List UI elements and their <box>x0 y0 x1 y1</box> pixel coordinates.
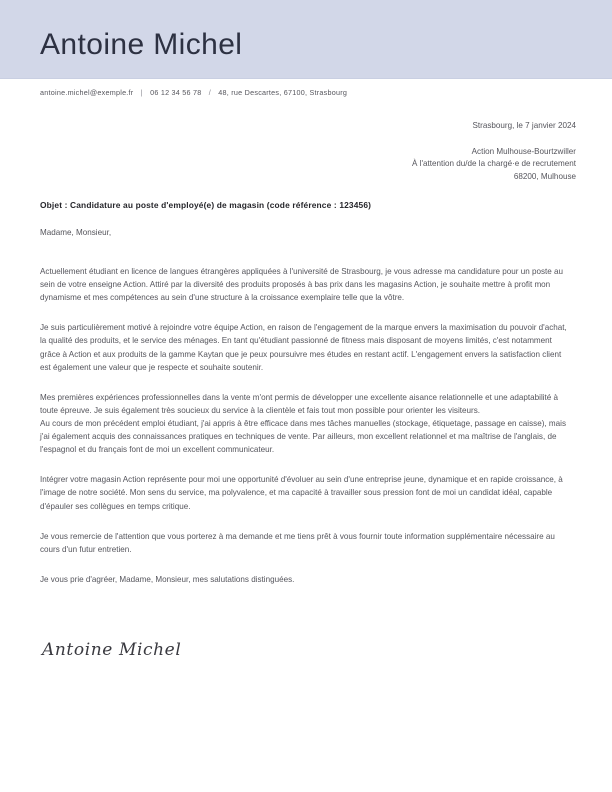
recipient-city: 68200, Mulhouse <box>513 171 576 181</box>
letter-subject: Objet : Candidature au poste d'employé(e) de magasin (code référence : 123456) <box>40 200 372 210</box>
contact-phone: 06 12 34 56 78 <box>150 88 202 97</box>
letter-meta-block <box>412 120 576 183</box>
letter-body <box>40 265 573 600</box>
body-paragraph: Actuellement étudiant en licence de langues étrangères appliquées à l'université de Strasbourg, je vous adresse ma candidature pour un poste au sein de votre enseigne Action. Attiré par la diversité des produits proposés à bas prix dans les magasins Action, je souhaite mettre à profit mon dynamisme et mes compétences au sein d'une structure à la croissance exemplaire telle que la vôtre. <box>40 267 564 303</box>
body-paragraph: Je vous remercie de l'attention que vous porterez à ma demande et me tiens prêt à vous fournir toute information supplémentaire nécessaire au cours d'un futur entretien. <box>40 531 555 554</box>
letter-salutation: Madame, Monsieur, <box>40 228 112 237</box>
recipient-company: Action Mulhouse-Bourtzwiller <box>471 146 576 156</box>
body-paragraph: Intégrer votre magasin Action représente pour moi une opportunité d'évoluer au sein d'une entreprise jeune, dynamique et en rapide croissance, à l'image de notre société. Mon sens du service, ma polyvalence, et ma capacité à travailler sous pression font de moi un candidat idéal, capable d'épauler ses collègues en temps critique. <box>40 475 563 511</box>
header-divider <box>0 78 612 79</box>
body-paragraph: Mes premières expériences professionnelles dans la vente m'ont permis de développer une excellente aisance relationnelle et une adaptabilité à toute épreuve. Je suis également très soucieux du service à la clientèle et fais tout mon possible pour orienter les visiteurs. <box>40 392 559 415</box>
contact-address: 48, rue Descartes, 67100, Strasbourg <box>218 88 348 97</box>
contact-line <box>40 88 347 97</box>
contact-separator-1: | <box>140 88 143 97</box>
letter-date: Strasbourg, le 7 janvier 2024 <box>472 121 576 130</box>
recipient-attention: À l'attention du/de la chargé·e de recrutement <box>412 159 576 169</box>
contact-separator-2: / <box>208 88 212 97</box>
body-paragraph: Je vous prie d'agréer, Madame, Monsieur, mes salutations distinguées. <box>40 574 295 584</box>
body-paragraph: Je suis particulièrement motivé à rejoindre votre équipe Action, en raison de l'engagement de la marque envers la maximisation du pouvoir d'achat, la qualité des produits, et le service des ménages. En tant qu'étudiant passionné de fitness mais disposant de moyens limités, c'est notamment grâce à Action et aux produits de la gamme Kaytan que je peux poursuivre mes études en restant actif. L'engagement envers la satisfaction client est également une valeur que je respecte et souhaite soutenir. <box>40 323 567 372</box>
contact-email: antoine.michel@exemple.fr <box>40 88 134 97</box>
signature: Antoine Michel <box>42 640 182 660</box>
body-paragraph: Au cours de mon précédent emploi étudiant, j'ai appris à être efficace dans mes tâches manuelles (stockage, étiquetage, passage en caisse), mais j'ai également acquis des connaissances pratiques en techniques de vente. Par ailleurs, mon excellent relationnel et ma maîtrise de l'anglais, de l'espagnol et du français font de moi un excellent communicateur. <box>40 418 566 455</box>
page-title: Antoine Michel <box>40 28 243 61</box>
